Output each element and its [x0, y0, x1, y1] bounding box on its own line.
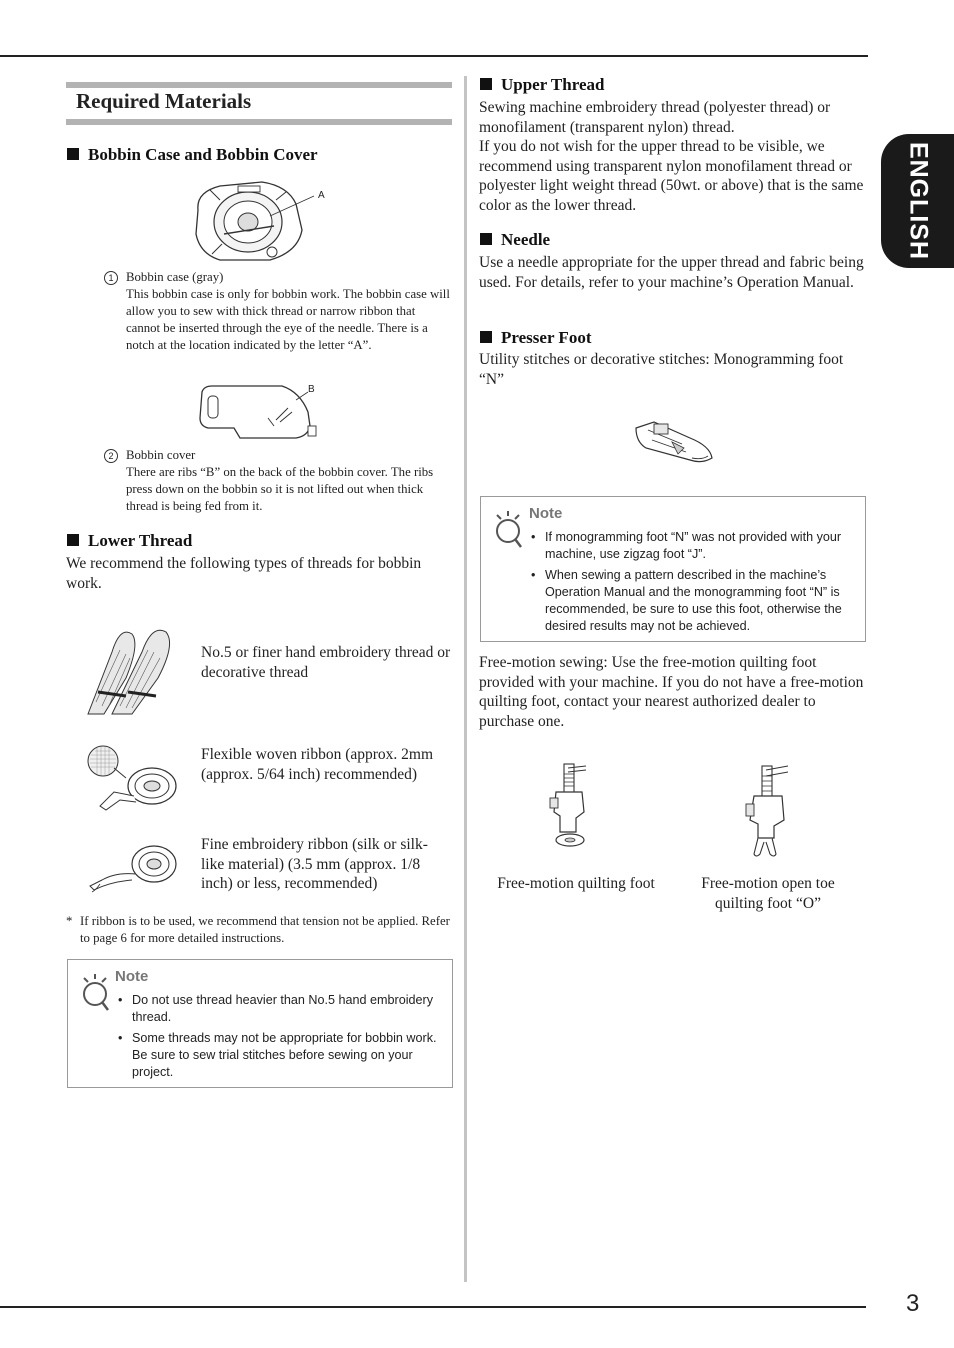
note-box-right: [480, 496, 866, 642]
monogramming-foot-icon: [632, 418, 716, 470]
thread-type-2: Flexible woven ribbon (approx. 2mm (approx. 5/64 inch) recommended): [201, 746, 434, 783]
column-divider: [464, 76, 467, 1282]
bobbin-case-title: Bobbin case (gray): [126, 270, 224, 284]
page-number: 3: [906, 1290, 920, 1317]
free-motion-text: Free-motion sewing: Use the free-motion quilting foot provided with your machine. If you do not have a free-motion quilting foot, contact your nearest authorized dealer to purchase one.: [479, 654, 864, 730]
presser-foot-text: Utility stitches or decorative stitches: Monogramming foot “N”: [479, 351, 844, 388]
note-item: • If monogramming foot “N” was not provided with your machine, use zigzag foot “J”.: [531, 529, 861, 563]
callout-b: B: [308, 384, 315, 395]
bottom-rule: [0, 1306, 866, 1308]
embroidery-ribbon-icon: [86, 832, 186, 896]
note-item: • Do not use thread heavier than No.5 hand embroidery thread.: [118, 992, 446, 1026]
upper-thread-heading: Upper Thread: [480, 75, 604, 95]
section-title: Required Materials: [76, 89, 252, 113]
square-bullet-icon: [480, 233, 492, 245]
square-bullet-icon: [480, 331, 492, 343]
open-toe-quilting-foot-icon: [742, 762, 794, 862]
bobbin-heading: Bobbin Case and Bobbin Cover: [67, 145, 318, 165]
bobbin-cover-title: Bobbin cover: [126, 448, 196, 462]
note-icon: [491, 509, 525, 549]
note-icon: [78, 972, 112, 1012]
square-bullet-icon: [67, 534, 79, 546]
thread-type-1: No.5 or finer hand embroidery thread or decorative thread: [201, 644, 451, 681]
note-item: • When sewing a pattern described in the machine’s Operation Manual and the monogramming foot “N” is recommended, be sure to use this foot, otherwise the desired results may not be achieved.: [531, 567, 861, 635]
woven-ribbon-icon: [86, 742, 186, 812]
bobbin-case-description: This bobbin case is only for bobbin work. The bobbin case will allow you to sew with thick thread or narrow ribbon that cannot be inserted through the eye of the needle. There is a notch at the location indicated by the letter “A”.: [126, 287, 450, 352]
top-rule: [0, 55, 868, 57]
note-item: • Some threads may not be appropriate for bobbin work. Be sure to sew trial stitches before sewing on your project.: [118, 1030, 446, 1081]
embroidery-thread-icon: [86, 622, 186, 716]
lower-thread-heading: Lower Thread: [67, 531, 192, 551]
square-bullet-icon: [480, 78, 492, 90]
note-title-left: Note: [115, 968, 149, 985]
note-box-left: [67, 959, 453, 1088]
needle-text: Use a needle appropriate for the upper thread and fabric being used. For details, refer to your machine’s Operation Manual.: [479, 254, 864, 291]
thread-type-3: Fine embroidery ribbon (silk or silk-like material) (3.5 mm (approx. 1/8 inch) or less, recommended): [201, 836, 428, 892]
footnote-mark: *: [66, 914, 73, 928]
language-tab: [881, 134, 954, 268]
square-bullet-icon: [67, 148, 79, 160]
ribbon-footnote: If ribbon is to be used, we recommend that tension not be applied. Refer to page 6 for more detailed instructions.: [80, 914, 450, 945]
section-title-bar: [66, 82, 452, 126]
free-motion-quilting-foot-icon: [546, 762, 596, 852]
item-number-2: 2: [104, 449, 118, 463]
language-tab-label: ENGLISH: [904, 141, 932, 261]
item-number-1: 1: [104, 271, 118, 285]
needle-heading: Needle: [480, 230, 550, 250]
upper-thread-text: Sewing machine embroidery thread (polyester thread) or monofilament (transparent nylon) thread. If you do not wish for the upper thread to be visible, we recommend using transparent nylon monofilament thread or polyester light weight thread (50wt. or above) that is the same color as the lower thread.: [479, 99, 864, 214]
bobbin-cover-description: There are ribs “B” on the back of the bobbin cover. The ribs press down on the bobbin so it is not lifted out when thick thread is being fed from it.: [126, 465, 434, 513]
lower-thread-intro: We recommend the following types of threads for bobbin work.: [66, 555, 422, 592]
presser-foot-heading: Presser Foot: [480, 328, 591, 348]
note-title-right: Note: [529, 505, 563, 522]
note-list-right: [531, 529, 861, 639]
bobbin-cover-icon: [196, 382, 326, 446]
callout-a: A: [318, 190, 325, 201]
caption-quilting-foot: Free-motion quilting foot: [497, 875, 655, 892]
caption-open-toe-foot: Free-motion open toe quilting foot “O”: [701, 875, 835, 912]
note-list-left: [118, 992, 446, 1085]
bobbin-case-icon: [190, 180, 330, 270]
